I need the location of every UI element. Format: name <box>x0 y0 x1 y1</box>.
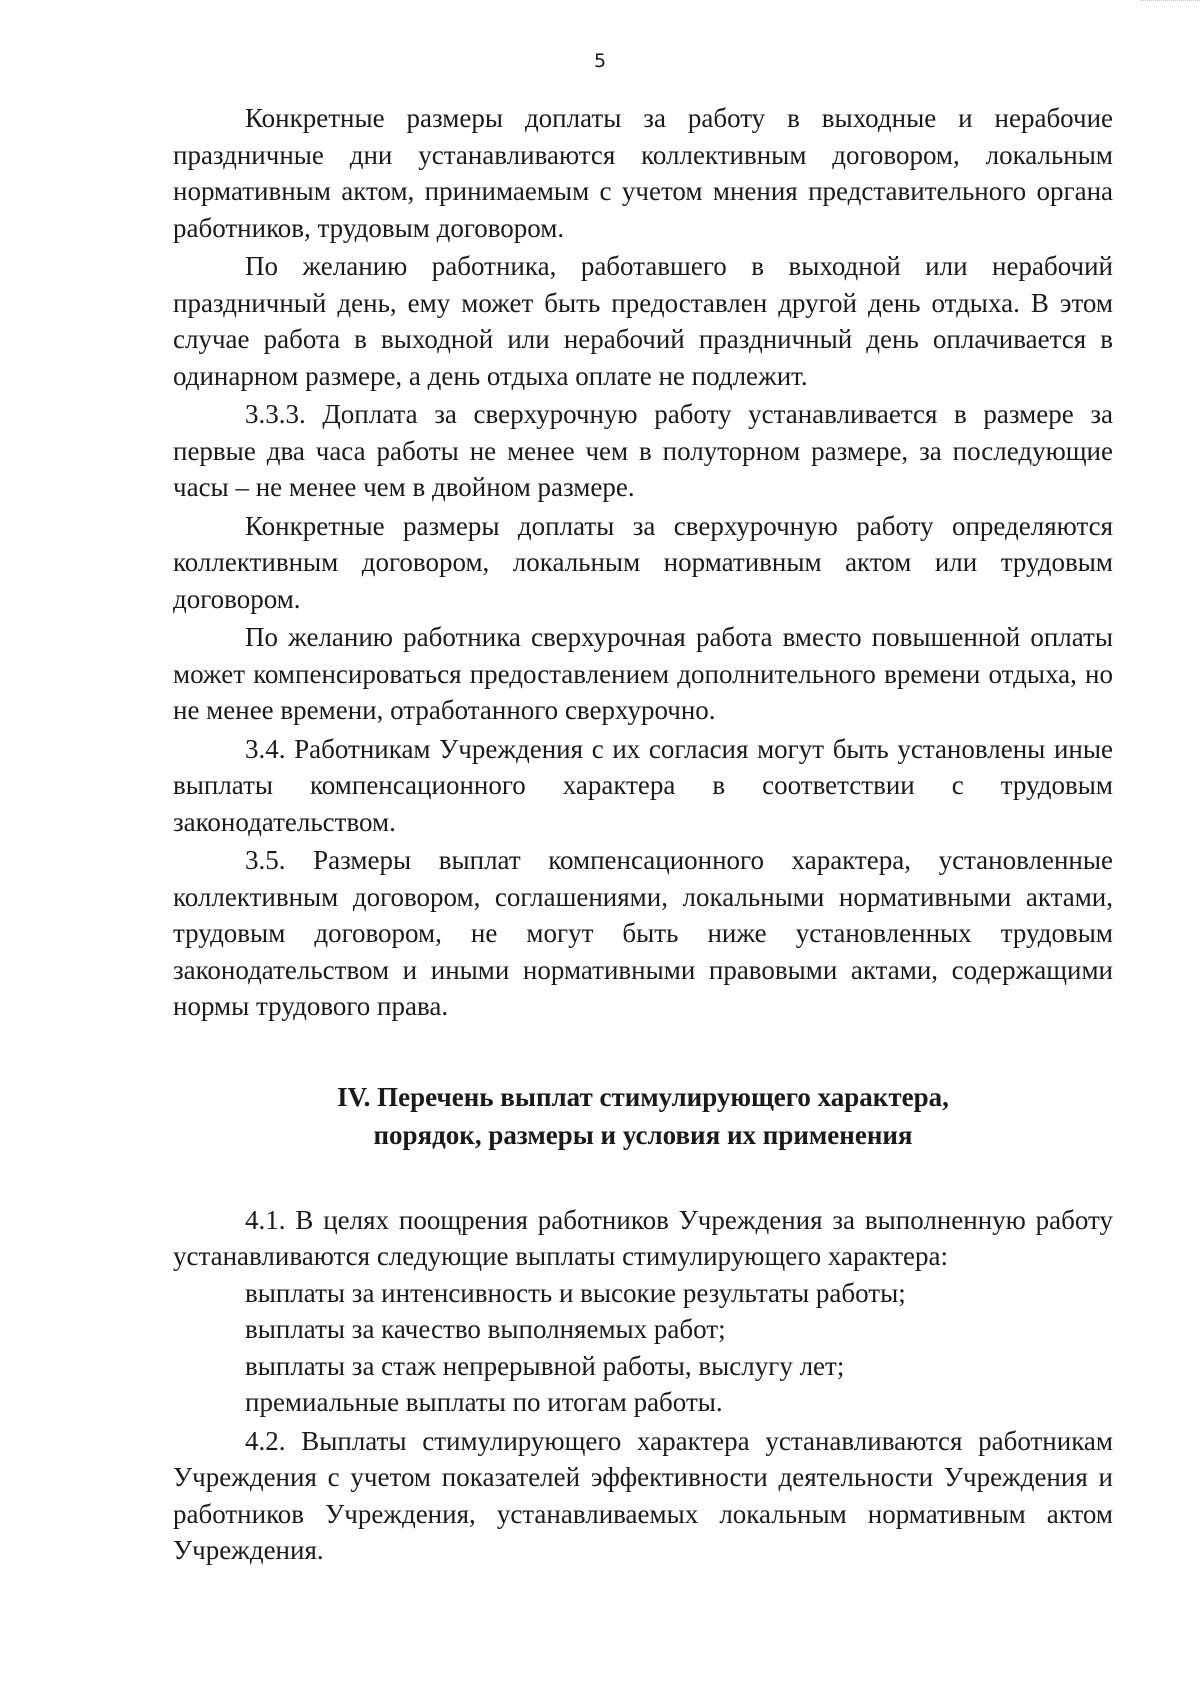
list-item: выплаты за стаж непрерывной работы, выслугу лет; <box>245 1350 845 1381</box>
section-heading-line-2: порядок, размеры и условия их применения <box>373 1119 913 1150</box>
scan-artifact <box>1140 0 1200 4</box>
paragraph-overtime-compensation: По желанию работника сверхурочная работа вместо повышенной оплаты может компенсироваться предоставлением дополнительного времени отдыха, но не менее времени, отработанного сверхурочно. <box>173 622 1113 725</box>
paragraph-3-3-3: 3.3.3. Доплата за сверхурочную работу устанавливается в размере за первые два часа работы не менее чем в полуторном размере, за последующие часы – не менее чем в двойном размере. <box>173 399 1113 502</box>
paragraph-day-off-option: По желанию работника, работавшего в выходной или нерабочий праздничный день, ему может быть предоставлен другой день отдыха. В этом случае работа в выходной или нерабочий праздничный день оплачивается в одинарном размере, а день отдыха оплате не подлежит. <box>173 251 1113 391</box>
list-item: премиальные выплаты по итогам работы. <box>245 1387 723 1417</box>
paragraph-3-4: 3.4. Работникам Учреждения с их согласия могут быть установлены иные выплаты компенсационного характера в соответствии с трудовым законодательством. <box>173 733 1113 837</box>
paragraph-4-1: 4.1. В целях поощрения работников Учреждения за выполненную работу устанавливаются следующие выплаты стимулирующего характера: <box>173 1204 1113 1271</box>
list-item: выплаты за интенсивность и высокие результаты работы; <box>245 1277 906 1308</box>
document-body <box>173 100 1113 1569</box>
paragraph-4-2: 4.2. Выплаты стимулирующего характера устанавливаются работникам Учреждения с учетом показателей эффективности деятельности Учреждения и работников Учреждения, устанавливаемых локальным нормативным актом Учреждения. <box>173 1425 1113 1565</box>
paragraph-holiday-pay-amounts: Конкретные размеры доплаты за работу в выходные и нерабочие праздничные дни устанавливаются коллективным договором, локальным нормативным актом, принимаемым с учетом мнения представительного органа работников, трудовым договором. <box>173 103 1113 243</box>
paragraph-overtime-amounts: Конкретные размеры доплаты за сверхурочную работу определяются коллективным договором, локальным нормативным актом или трудовым договором. <box>173 510 1113 614</box>
paragraph-3-5: 3.5. Размеры выплат компенсационного характера, установленные коллективным договором, соглашениями, локальными нормативными актами, трудовым договором, не могут быть ниже установленных трудовым законодательством и иными нормативными правовыми актами, содержащими нормы трудового права. <box>173 845 1113 1021</box>
section-heading <box>173 1078 1113 1154</box>
section-heading-line-1: IV. Перечень выплат стимулирующего характера, <box>337 1081 949 1112</box>
list-item: выплаты за качество выполняемых работ; <box>245 1314 726 1344</box>
page-number: 5 <box>593 50 607 72</box>
